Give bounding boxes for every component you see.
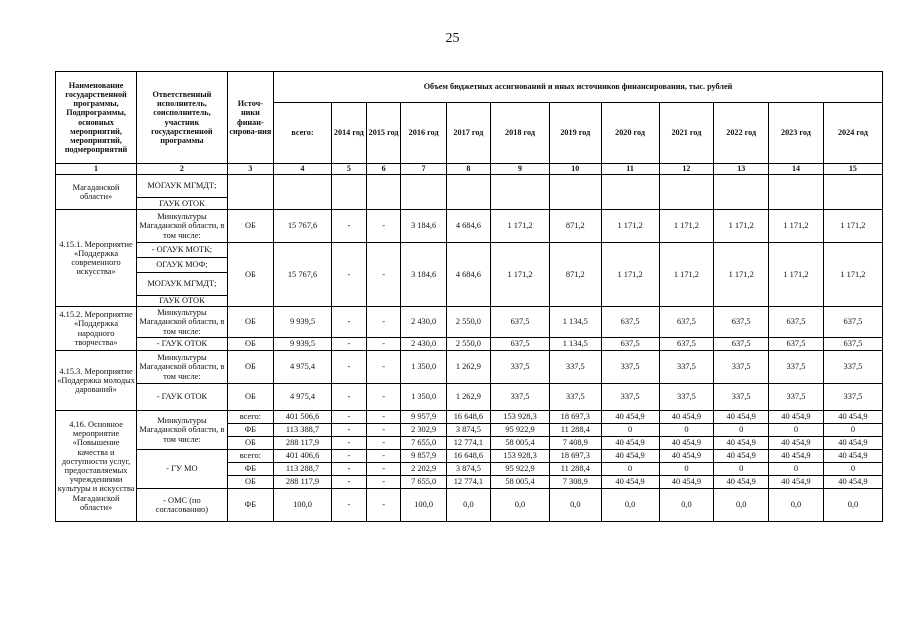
value-cell: 0 <box>601 424 659 437</box>
value-cell: 637,5 <box>601 307 659 338</box>
header-year: 2018 год <box>491 103 550 164</box>
total-cell: 113 288,7 <box>274 463 332 476</box>
measure-4-15-3-name: 4.15.3. Мероприятие «Поддержка молодых дарований» <box>56 351 137 411</box>
total-cell: 288 117,9 <box>274 437 332 450</box>
source-cell: ФБ <box>227 424 273 437</box>
value-cell: - <box>331 338 366 351</box>
executor-cell: - ГАУК ОТОК <box>137 384 228 411</box>
value-cell: 0 <box>659 424 714 437</box>
total-cell: 15 767,6 <box>274 210 332 243</box>
source-cell: ОБ <box>227 210 273 243</box>
value-cell: 637,5 <box>823 338 882 351</box>
table-row <box>56 307 883 338</box>
value-cell: 337,5 <box>714 384 769 411</box>
total-cell: 9 939,5 <box>274 338 332 351</box>
column-number: 14 <box>769 164 824 175</box>
value-cell: - <box>366 437 401 450</box>
column-number: 8 <box>446 164 490 175</box>
value-cell: 95 922,9 <box>491 463 550 476</box>
header-source: Источ-ники финан-сирова-ния <box>227 72 273 164</box>
value-cell: 40 454,9 <box>823 411 882 424</box>
source-cell: ОБ <box>227 307 273 338</box>
column-number-row <box>56 164 883 175</box>
value-cell: 7 655,0 <box>401 437 446 450</box>
value-cell: 1 134,5 <box>550 338 602 351</box>
value-cell: - <box>366 384 401 411</box>
value-cell: - <box>366 338 401 351</box>
value-cell: 0 <box>714 424 769 437</box>
value-cell: 4 684,6 <box>446 243 490 307</box>
value-cell: - <box>366 210 401 243</box>
value-cell: 637,5 <box>601 338 659 351</box>
value-cell: - <box>366 424 401 437</box>
header-total: всего: <box>274 103 332 164</box>
header-year: 2014 год <box>331 103 366 164</box>
header-year: 2015 год <box>366 103 401 164</box>
value-cell: 1 350,0 <box>401 384 446 411</box>
value-cell: - <box>331 307 366 338</box>
total-cell: 401 406,6 <box>274 450 332 463</box>
column-number: 12 <box>659 164 714 175</box>
value-cell: - <box>366 450 401 463</box>
value-cell: 40 454,9 <box>769 450 824 463</box>
value-cell: 2 550,0 <box>446 338 490 351</box>
value-cell: 337,5 <box>769 384 824 411</box>
value-cell: 637,5 <box>823 307 882 338</box>
value-cell: 0,0 <box>601 489 659 522</box>
executor-cell: - ОМС (по согласованию) <box>137 489 228 522</box>
value-cell: 40 454,9 <box>769 411 824 424</box>
value-cell: 4 684,6 <box>446 210 490 243</box>
header-executor: Ответственный исполнитель, соисполнитель, участник государственной программы <box>137 72 228 164</box>
total-cell: 9 939,5 <box>274 307 332 338</box>
value-cell: 2 302,9 <box>401 424 446 437</box>
value-cell: 18 697,3 <box>550 450 602 463</box>
value-cell: 0,0 <box>714 489 769 522</box>
value-cell: 1 171,2 <box>491 210 550 243</box>
total-cell: 288 117,9 <box>274 476 332 489</box>
value-cell: 58 005,4 <box>491 437 550 450</box>
value-cell: 3 874,5 <box>446 463 490 476</box>
value-cell: 337,5 <box>491 384 550 411</box>
value-cell: 40 454,9 <box>769 476 824 489</box>
value-cell: 337,5 <box>769 351 824 384</box>
value-cell: 40 454,9 <box>659 450 714 463</box>
column-number: 1 <box>56 164 137 175</box>
value-cell: 2 430,0 <box>401 338 446 351</box>
executor-cell: ГАУК ОТОК <box>137 296 228 307</box>
continuation-executor: ГАУК ОТОК <box>137 198 228 210</box>
value-cell: 1 171,2 <box>491 243 550 307</box>
header-name: Наименование государственной программы, Подпрограммы, основных мероприятий, мероприятий, подмероприятий <box>56 72 137 164</box>
source-cell: ОБ <box>227 243 273 307</box>
value-cell: 0,0 <box>446 489 490 522</box>
column-number: 13 <box>714 164 769 175</box>
value-cell: 637,5 <box>491 307 550 338</box>
column-number: 11 <box>601 164 659 175</box>
total-cell: 4 975,4 <box>274 351 332 384</box>
value-cell: 0,0 <box>659 489 714 522</box>
header-funding-group: Объем бюджетных ассигнований и иных источников финансирования, тыс. рублей <box>274 72 883 103</box>
value-cell: - <box>331 411 366 424</box>
value-cell: 637,5 <box>659 307 714 338</box>
value-cell: 9 957,9 <box>401 411 446 424</box>
value-cell: 337,5 <box>601 351 659 384</box>
source-cell: всего: <box>227 450 273 463</box>
measure-4-15-2-name: 4.15.2. Мероприятие «Поддержка народного творчества» <box>56 307 137 351</box>
total-cell: 113 388,7 <box>274 424 332 437</box>
value-cell: 0 <box>714 463 769 476</box>
value-cell: 1 171,2 <box>659 210 714 243</box>
value-cell: 637,5 <box>769 307 824 338</box>
source-cell: ОБ <box>227 384 273 411</box>
value-cell: 40 454,9 <box>601 450 659 463</box>
table-row <box>56 411 883 424</box>
value-cell: 871,2 <box>550 243 602 307</box>
page-number: 25 <box>445 31 460 46</box>
value-cell: 7 655,0 <box>401 476 446 489</box>
value-cell: 337,5 <box>714 351 769 384</box>
value-cell: 0,0 <box>491 489 550 522</box>
column-number: 2 <box>137 164 228 175</box>
value-cell: 1 134,5 <box>550 307 602 338</box>
value-cell: - <box>366 463 401 476</box>
value-cell: 337,5 <box>550 351 602 384</box>
value-cell: - <box>331 384 366 411</box>
table-row <box>56 384 883 411</box>
value-cell: 1 262,9 <box>446 384 490 411</box>
table-row <box>56 489 883 522</box>
value-cell: 337,5 <box>491 351 550 384</box>
executor-cell: Минкультуры Магаданской области, в том числе: <box>137 411 228 450</box>
value-cell: 40 454,9 <box>823 437 882 450</box>
value-cell: 95 922,9 <box>491 424 550 437</box>
value-cell: 1 171,2 <box>769 210 824 243</box>
value-cell: 153 928,3 <box>491 411 550 424</box>
source-cell: ОБ <box>227 338 273 351</box>
value-cell: - <box>331 476 366 489</box>
executor-cell: Минкультуры Магаданской области, в том числе: <box>137 210 228 243</box>
executor-cell: Минкультуры Магаданской области, в том числе: <box>137 351 228 384</box>
value-cell: 11 288,4 <box>550 424 602 437</box>
value-cell: 0,0 <box>769 489 824 522</box>
value-cell: - <box>331 210 366 243</box>
table-row <box>56 338 883 351</box>
total-cell: 4 975,4 <box>274 384 332 411</box>
value-cell: 337,5 <box>659 351 714 384</box>
value-cell: 0 <box>659 463 714 476</box>
executor-cell: МОГАУК МГМДТ; <box>137 273 228 296</box>
table-row <box>56 450 883 463</box>
value-cell: 0 <box>769 424 824 437</box>
value-cell: 0,0 <box>823 489 882 522</box>
value-cell: 40 454,9 <box>601 411 659 424</box>
value-cell: 40 454,9 <box>714 476 769 489</box>
column-number: 4 <box>274 164 332 175</box>
value-cell: 637,5 <box>659 338 714 351</box>
value-cell: 12 774,1 <box>446 476 490 489</box>
total-cell: 15 767,6 <box>274 243 332 307</box>
value-cell: - <box>366 351 401 384</box>
table-row <box>56 210 883 243</box>
column-number: 7 <box>401 164 446 175</box>
value-cell: 11 288,4 <box>550 463 602 476</box>
value-cell: 2 430,0 <box>401 307 446 338</box>
column-number: 6 <box>366 164 401 175</box>
value-cell: - <box>366 243 401 307</box>
value-cell: 1 171,2 <box>659 243 714 307</box>
header-row-top <box>56 72 883 103</box>
continuation-name: Магаданской области» <box>56 175 137 210</box>
value-cell: - <box>366 307 401 338</box>
executor-cell: - ГУ МО <box>137 450 228 489</box>
table-row <box>56 243 883 258</box>
value-cell: 40 454,9 <box>601 437 659 450</box>
value-cell: 40 454,9 <box>659 411 714 424</box>
value-cell: 16 648,6 <box>446 411 490 424</box>
value-cell: 0 <box>823 424 882 437</box>
source-cell: ФБ <box>227 463 273 476</box>
value-cell: 337,5 <box>823 384 882 411</box>
value-cell: - <box>366 489 401 522</box>
column-number: 15 <box>823 164 882 175</box>
value-cell: 0,0 <box>550 489 602 522</box>
measure-4-15-1-name: 4.15.1. Мероприятие «Поддержка современного искусства» <box>56 210 137 307</box>
value-cell: 637,5 <box>714 338 769 351</box>
value-cell: 40 454,9 <box>659 476 714 489</box>
column-number: 5 <box>331 164 366 175</box>
table-row <box>56 351 883 384</box>
measure-4-16-name: 4.16. Основное мероприятие «Повышение качества и доступности услуг, предоставляемых учреждениями культуры и искусства Магаданской области» <box>56 411 137 522</box>
source-cell: ФБ <box>227 489 273 522</box>
value-cell: 2 202,9 <box>401 463 446 476</box>
continuation-row <box>56 175 883 198</box>
value-cell: - <box>331 437 366 450</box>
value-cell: - <box>331 243 366 307</box>
value-cell: 40 454,9 <box>601 476 659 489</box>
value-cell: 1 262,9 <box>446 351 490 384</box>
header-year: 2022 год <box>714 103 769 164</box>
value-cell: 40 454,9 <box>823 476 882 489</box>
value-cell: 3 184,6 <box>401 210 446 243</box>
value-cell: 40 454,9 <box>823 450 882 463</box>
value-cell: 337,5 <box>659 384 714 411</box>
value-cell: - <box>331 351 366 384</box>
value-cell: - <box>331 489 366 522</box>
total-cell: 401 506,6 <box>274 411 332 424</box>
header-year: 2017 год <box>446 103 490 164</box>
value-cell: 0 <box>823 463 882 476</box>
value-cell: 871,2 <box>550 210 602 243</box>
value-cell: 2 550,0 <box>446 307 490 338</box>
header-year: 2023 год <box>769 103 824 164</box>
value-cell: 12 774,1 <box>446 437 490 450</box>
source-cell: ОБ <box>227 476 273 489</box>
value-cell: 1 171,2 <box>601 210 659 243</box>
value-cell: 40 454,9 <box>714 450 769 463</box>
value-cell: 337,5 <box>601 384 659 411</box>
executor-cell: - ГАУК ОТОК <box>137 338 228 351</box>
executor-cell: Минкультуры Магаданской области, в том числе: <box>137 307 228 338</box>
executor-cell: - ОГАУК МОТК; <box>137 243 228 258</box>
column-number: 9 <box>491 164 550 175</box>
value-cell: 1 171,2 <box>769 243 824 307</box>
value-cell: 16 648,6 <box>446 450 490 463</box>
source-cell: ОБ <box>227 351 273 384</box>
value-cell: - <box>331 450 366 463</box>
value-cell: 1 171,2 <box>823 210 882 243</box>
value-cell: - <box>331 463 366 476</box>
header-year: 2021 год <box>659 103 714 164</box>
header-year: 2016 год <box>401 103 446 164</box>
column-number: 10 <box>550 164 602 175</box>
value-cell: 1 171,2 <box>714 210 769 243</box>
value-cell: 7 408,9 <box>550 437 602 450</box>
value-cell: 0 <box>601 463 659 476</box>
value-cell: 7 308,9 <box>550 476 602 489</box>
header-year: 2019 год <box>550 103 602 164</box>
total-cell: 100,0 <box>274 489 332 522</box>
value-cell: 3 874,5 <box>446 424 490 437</box>
value-cell: 1 350,0 <box>401 351 446 384</box>
value-cell: 153 928,3 <box>491 450 550 463</box>
value-cell: 40 454,9 <box>714 437 769 450</box>
value-cell: 3 184,6 <box>401 243 446 307</box>
source-cell: ОБ <box>227 437 273 450</box>
value-cell: 637,5 <box>491 338 550 351</box>
header-year: 2024 год <box>823 103 882 164</box>
value-cell: 40 454,9 <box>714 411 769 424</box>
value-cell: 40 454,9 <box>769 437 824 450</box>
value-cell: 58 005,4 <box>491 476 550 489</box>
value-cell: 637,5 <box>769 338 824 351</box>
value-cell: 0 <box>769 463 824 476</box>
value-cell: 1 171,2 <box>714 243 769 307</box>
value-cell: - <box>366 411 401 424</box>
value-cell: 337,5 <box>550 384 602 411</box>
value-cell: 9 857,9 <box>401 450 446 463</box>
value-cell: 18 697,3 <box>550 411 602 424</box>
executor-cell: ОГАУК МОФ; <box>137 258 228 273</box>
column-number: 3 <box>227 164 273 175</box>
value-cell: - <box>331 424 366 437</box>
continuation-executor: МОГАУК МГМДТ; <box>137 175 228 198</box>
value-cell: - <box>366 476 401 489</box>
budget-allocation-table <box>55 71 883 522</box>
header-year: 2020 год <box>601 103 659 164</box>
value-cell: 637,5 <box>714 307 769 338</box>
value-cell: 337,5 <box>823 351 882 384</box>
value-cell: 1 171,2 <box>601 243 659 307</box>
value-cell: 100,0 <box>401 489 446 522</box>
source-cell: всего: <box>227 411 273 424</box>
value-cell: 40 454,9 <box>659 437 714 450</box>
value-cell: 1 171,2 <box>823 243 882 307</box>
